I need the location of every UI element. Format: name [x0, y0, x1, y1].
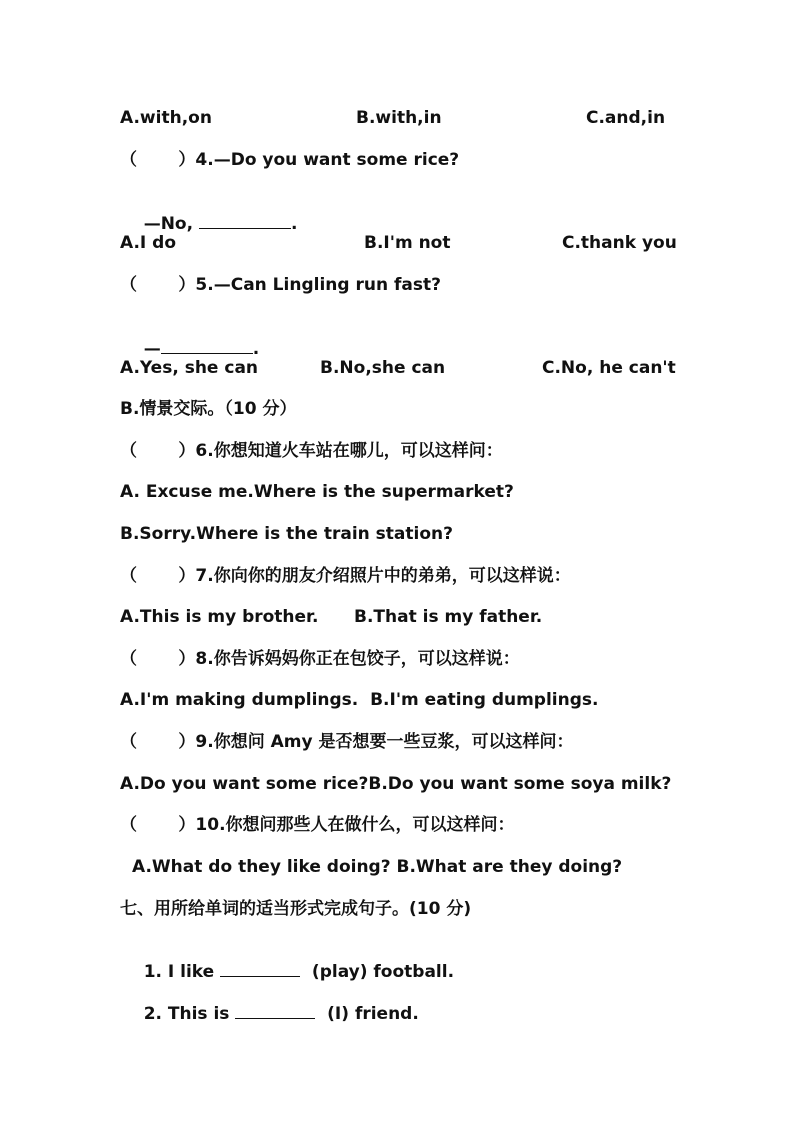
q9-options: A.Do you want some rice?B.Do you want some soya milk? — [120, 774, 672, 794]
sentence-suffix: (I) friend. — [315, 1004, 419, 1024]
question-9: （ ）9.你想问 Amy 是否想要一些豆浆，可以这样问： — [120, 732, 574, 752]
reply-prefix: —No, — [143, 214, 199, 234]
q7-options: A.This is my brother. B.That is my father. — [120, 607, 543, 627]
sentence-prefix: 1. I like — [143, 962, 221, 982]
reply-prefix: — — [143, 339, 161, 359]
section-7-heading: 七、用所给单词的适当形式完成句子。(10 分) — [120, 899, 472, 919]
sentence-suffix: (play) football. — [300, 962, 455, 982]
q6-option-b: B.Sorry.Where is the train station? — [120, 524, 453, 544]
q3-option-c: C.and,in — [586, 108, 666, 128]
sentence-2 — [120, 981, 419, 1047]
q3-option-a: A.with,on — [120, 108, 212, 128]
question-6: （ ）6.你想知道火车站在哪儿，可以这样问： — [120, 441, 503, 461]
q4-option-b: B.I'm not — [364, 233, 451, 253]
q6-option-a: A. Excuse me.Where is the supermarket? — [120, 482, 514, 502]
answer-blank[interactable] — [220, 962, 300, 977]
answer-blank[interactable] — [199, 214, 291, 229]
q5-option-a: A.Yes, she can — [120, 358, 259, 378]
q4-option-a: A.I do — [120, 233, 177, 253]
section-b-heading: B.情景交际。（10 分） — [120, 399, 297, 419]
q4-option-c: C.thank you — [562, 233, 677, 253]
question-7: （ ）7.你向你的朋友介绍照片中的弟弟，可以这样说： — [120, 566, 571, 586]
q5-option-c: C.No, he can't — [542, 358, 676, 378]
question-5: （ ）5.—Can Lingling run fast? — [120, 275, 441, 295]
q3-option-b: B.with,in — [356, 108, 442, 128]
question-8: （ ）8.你告诉妈妈你正在包饺子，可以这样说： — [120, 649, 520, 669]
reply-suffix: . — [290, 214, 298, 234]
q10-options: A.What do they like doing? B.What are they doing? — [132, 857, 623, 877]
answer-blank[interactable] — [235, 1004, 315, 1019]
q5-option-b: B.No,she can — [320, 358, 446, 378]
answer-blank[interactable] — [161, 339, 253, 354]
question-10: （ ）10.你想问那些人在做什么，可以这样问： — [120, 815, 515, 835]
reply-suffix: . — [252, 339, 260, 359]
question-4: （ ）4.—Do you want some rice? — [120, 150, 460, 170]
q8-options: A.I'm making dumplings. B.I'm eating dumplings. — [120, 690, 599, 710]
sentence-prefix: 2. This is — [143, 1004, 236, 1024]
